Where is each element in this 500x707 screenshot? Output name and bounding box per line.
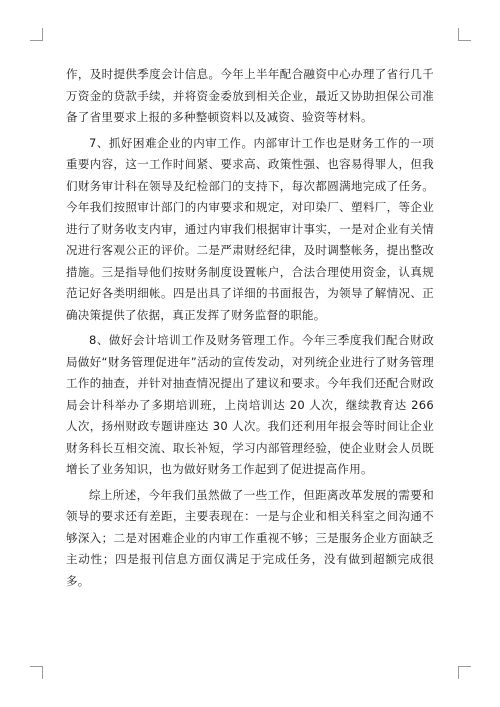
- document-body: [66, 64, 434, 596]
- paragraph-accounting-training: 8、做好会计培训工作及财务管理工作。今年三季度我们配合财政局做好“财务管理促进年”活动的宣传发动，对列统企业进行了财务管理工作的抽查，并针对抽查情况提出了建议和要求。今年我们还配合财政局会计科举办了多期培训班，上岗培训达 20 人次，继续教育达 266 人次，扬州财政专题讲座达 30 人次。我们还利用年报会等时间让企业财务科长互相交流、取长补短，学习内部管理经验，使企业财会人员既增长了业务知识，也为做好财务工作起到了促进提高作用。: [66, 333, 434, 476]
- crop-mark-top-right: [458, 28, 471, 41]
- crop-mark-bottom-right: [458, 666, 471, 679]
- crop-mark-top-left: [30, 28, 43, 41]
- paragraph-continuation: 作，及时提供季度会计信息。今年上半年配合融资中心办理了省行几千万资金的贷款手续，并将资金委放到相关企业，最近又协助担保公司准备了省里要求上报的多种整顿资料以及减资、验资等材料。: [66, 67, 434, 124]
- paragraph-internal-audit: 7、抓好困难企业的内审工作。内部审计工作也是财务工作的一项重要内容，这一工作时间紧、要求高、政策性强、也容易得罪人，但我们财务审计科在领导及纪检部门的支持下，每次都圆满地完成了任务。今年我们按照审计部门的内审要求和规定，对印染厂、塑料厂，等企业进行了财务收支内审，通过内审我们根据审计事实，一是对企业有关情况进行客观公正的评价。二是严肃财经纪律，及时调整帐务，提出整改措施。三是指导他们按财务制度设置帐户，合法合理使用资金，认真规范记好各类明细帐。四是出具了详细的书面报告，为领导了解情况、正确决策提供了依据，真正发挥了财务监督的职能。: [66, 135, 434, 322]
- paragraph-summary: 综上所述，今年我们虽然做了一些工作，但距离改革发展的需要和领导的要求还有差距，主要表现在：一是与企业和相关科室之间沟通不够深入；二是对困难企业的内审工作重视不够；三是服务企业方面缺乏主动性；四是报刊信息方面仅满足于完成任务，没有做到超额完成很多。: [66, 487, 434, 588]
- crop-mark-bottom-left: [30, 666, 43, 679]
